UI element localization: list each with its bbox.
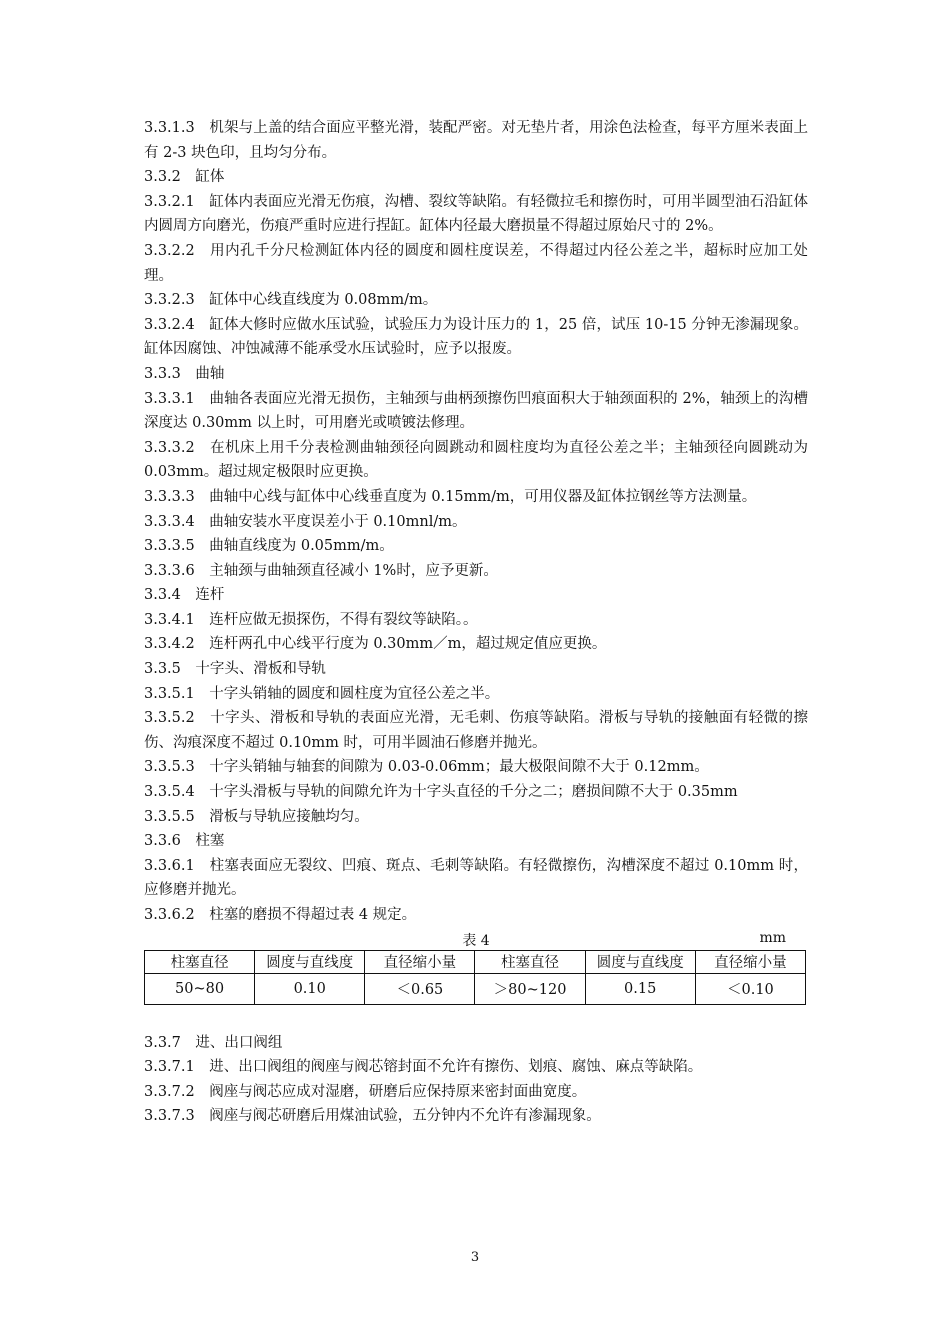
table-cell: 0.10	[255, 973, 365, 1004]
table-row	[145, 973, 806, 1004]
section-top	[144, 116, 808, 928]
table-header-cell: 直径缩小量	[695, 950, 805, 973]
paragraph-3-3-3-5: 3.3.3.5 曲轴直线度为 0.05mm/m。	[144, 538, 394, 555]
page-number: 3	[470, 1250, 480, 1265]
wear-limit-table	[144, 950, 806, 1005]
table-unit: mm	[759, 929, 786, 946]
paragraph-3-3-2-3: 3.3.2.3 缸体中心线直线度为 0.08mm/m。	[144, 292, 438, 309]
paragraph-3-3-2-2: 3.3.2.2 用内孔千分尺检测缸体内径的圆度和圆柱度误差，不得超过内径公差之半，超标时应加工处理。	[144, 242, 808, 284]
paragraph-3-3-2-4: 3.3.2.4 缸体大修时应做水压试验，试验压力为设计压力的 1，25 倍，试压 10-15 分钟无渗漏现象。缸体因腐蚀、冲蚀减薄不能承受水压试验时，应予以报废。	[144, 316, 808, 358]
paragraph-3-3-3-6: 3.3.3.6 主轴颈与曲轴颈直径减小 1%时，应予更新。	[144, 562, 498, 579]
table-caption	[144, 928, 808, 950]
paragraph-3-3-7-3: 3.3.7.3 阀座与阀芯研磨后用煤油试验，五分钟内不允许有渗漏现象。	[144, 1108, 601, 1125]
table-cell: 0.15	[585, 973, 695, 1004]
table-cell: 50~80	[145, 973, 255, 1004]
paragraph-3-3-1-3: 3.3.1.3 机架与上盖的结合面应平整光滑，装配严密。对无垫片者，用涂色法检查，每平方厘米表面上有 2-3 块色印，且均匀分布。	[144, 120, 808, 161]
heading-3-3-2: 3.3.2 缸体	[144, 169, 225, 186]
paragraph-3-3-2-1: 3.3.2.1 缸体内表面应光滑无伤痕，沟槽、裂纹等缺陷。有轻微拉毛和擦伤时，可用半圆型油石沿缸体内圆周方向磨光，伤痕严重时应进行捏缸。缸体内径最大磨损量不得超过原始尺寸的 2%。	[144, 193, 808, 235]
table-cell: ＜0.10	[695, 973, 805, 1004]
paragraph-3-3-6-2: 3.3.6.2 柱塞的磨损不得超过表 4 规定。	[144, 907, 417, 923]
heading-3-3-5: 3.3.5 十字头、滑板和导轨	[144, 661, 326, 678]
heading-3-3-4: 3.3.4 连杆	[144, 587, 225, 604]
table-header-row	[145, 950, 806, 973]
section-bottom	[144, 1031, 808, 1129]
paragraph-3-3-4-1: 3.3.4.1 连杆应做无损探伤，不得有裂纹等缺陷。。	[144, 611, 478, 628]
table-header-cell: 直径缩小量	[365, 950, 475, 973]
paragraph-3-3-7-2: 3.3.7.2 阀座与阀芯应成对湿磨，研磨后应保持原来密封面曲宽度。	[144, 1083, 587, 1100]
heading-3-3-6: 3.3.6 柱塞	[144, 833, 225, 850]
paragraph-3-3-4-2: 3.3.4.2 连杆两孔中心线平行度为 0.30mm／m，超过规定值应更换。	[144, 636, 607, 653]
paragraph-3-3-5-1: 3.3.5.1 十字头销轴的圆度和圆柱度为宜径公差之半。	[144, 685, 500, 702]
paragraph-3-3-3-4: 3.3.3.4 曲轴安装水平度误差小于 0.10mnl/m。	[144, 513, 467, 530]
heading-3-3-7: 3.3.7 进、出口阀组	[144, 1034, 283, 1051]
paragraph-3-3-7-1: 3.3.7.1 进、出口阀组的阀座与阀芯镕封面不允许有擦伤、划痕、腐蚀、麻点等缺陷。	[144, 1059, 703, 1076]
paragraph-3-3-3-3: 3.3.3.3 曲轴中心线与缸体中心线垂直度为 0.15mm/m，可用仪器及缸体拉钢丝等方法测量。	[144, 488, 757, 505]
paragraph-3-3-5-5: 3.3.5.5 滑板与导轨应接触均匀。	[144, 808, 369, 825]
table-cell: ＞80~120	[475, 973, 585, 1004]
paragraph-3-3-3-1: 3.3.3.1 曲轴各表面应光滑无损伤，主轴颈与曲柄颈擦伤凹痕面积大于轴颈面积的 2%，轴颈上的沟槽深度达 0.30mm 以上时，可用磨光或喷镀法修理。	[144, 390, 808, 432]
table-title: 表 4	[462, 932, 490, 949]
heading-3-3-3: 3.3.3 曲轴	[144, 365, 225, 382]
table-cell: ＜0.65	[365, 973, 475, 1004]
table-header-cell: 柱塞直径	[145, 950, 255, 973]
paragraph-3-3-5-4: 3.3.5.4 十字头滑板与导轨的间隙允许为十字头直径的千分之二；磨损间隙不大于 0.35mm	[144, 784, 738, 801]
paragraph-3-3-6-1: 3.3.6.1 柱塞表面应无裂纹、凹痕、斑点、毛刺等缺陷。有轻微擦伤，沟槽深度不超过 0.10mm 时，应修磨并抛光。	[144, 857, 808, 899]
paragraph-3-3-5-2: 3.3.5.2 十字头、滑板和导轨的表面应光滑，无毛刺、伤痕等缺陷。滑板与导轨的接触面有轻微的擦伤、沟痕深度不超过 0.10mm 时，可用半圆油石修磨并抛光。	[144, 710, 808, 751]
paragraph-3-3-5-3: 3.3.5.3 十字头销轴与轴套的间隙为 0.03-0.06mm；最大极限间隙不大于 0.12mm。	[144, 759, 709, 776]
table-header-cell: 柱塞直径	[475, 950, 585, 973]
table-header-cell: 圆度与直线度	[255, 950, 365, 973]
document-body	[144, 116, 808, 1129]
paragraph-3-3-3-2: 3.3.3.2 在机床上用千分表检测曲轴颈径向圆跳动和圆柱度均为直径公差之半；主轴颈径向圆跳动为 0.03mm。超过规定极限时应更换。	[144, 439, 808, 481]
table-header-cell: 圆度与直线度	[585, 950, 695, 973]
